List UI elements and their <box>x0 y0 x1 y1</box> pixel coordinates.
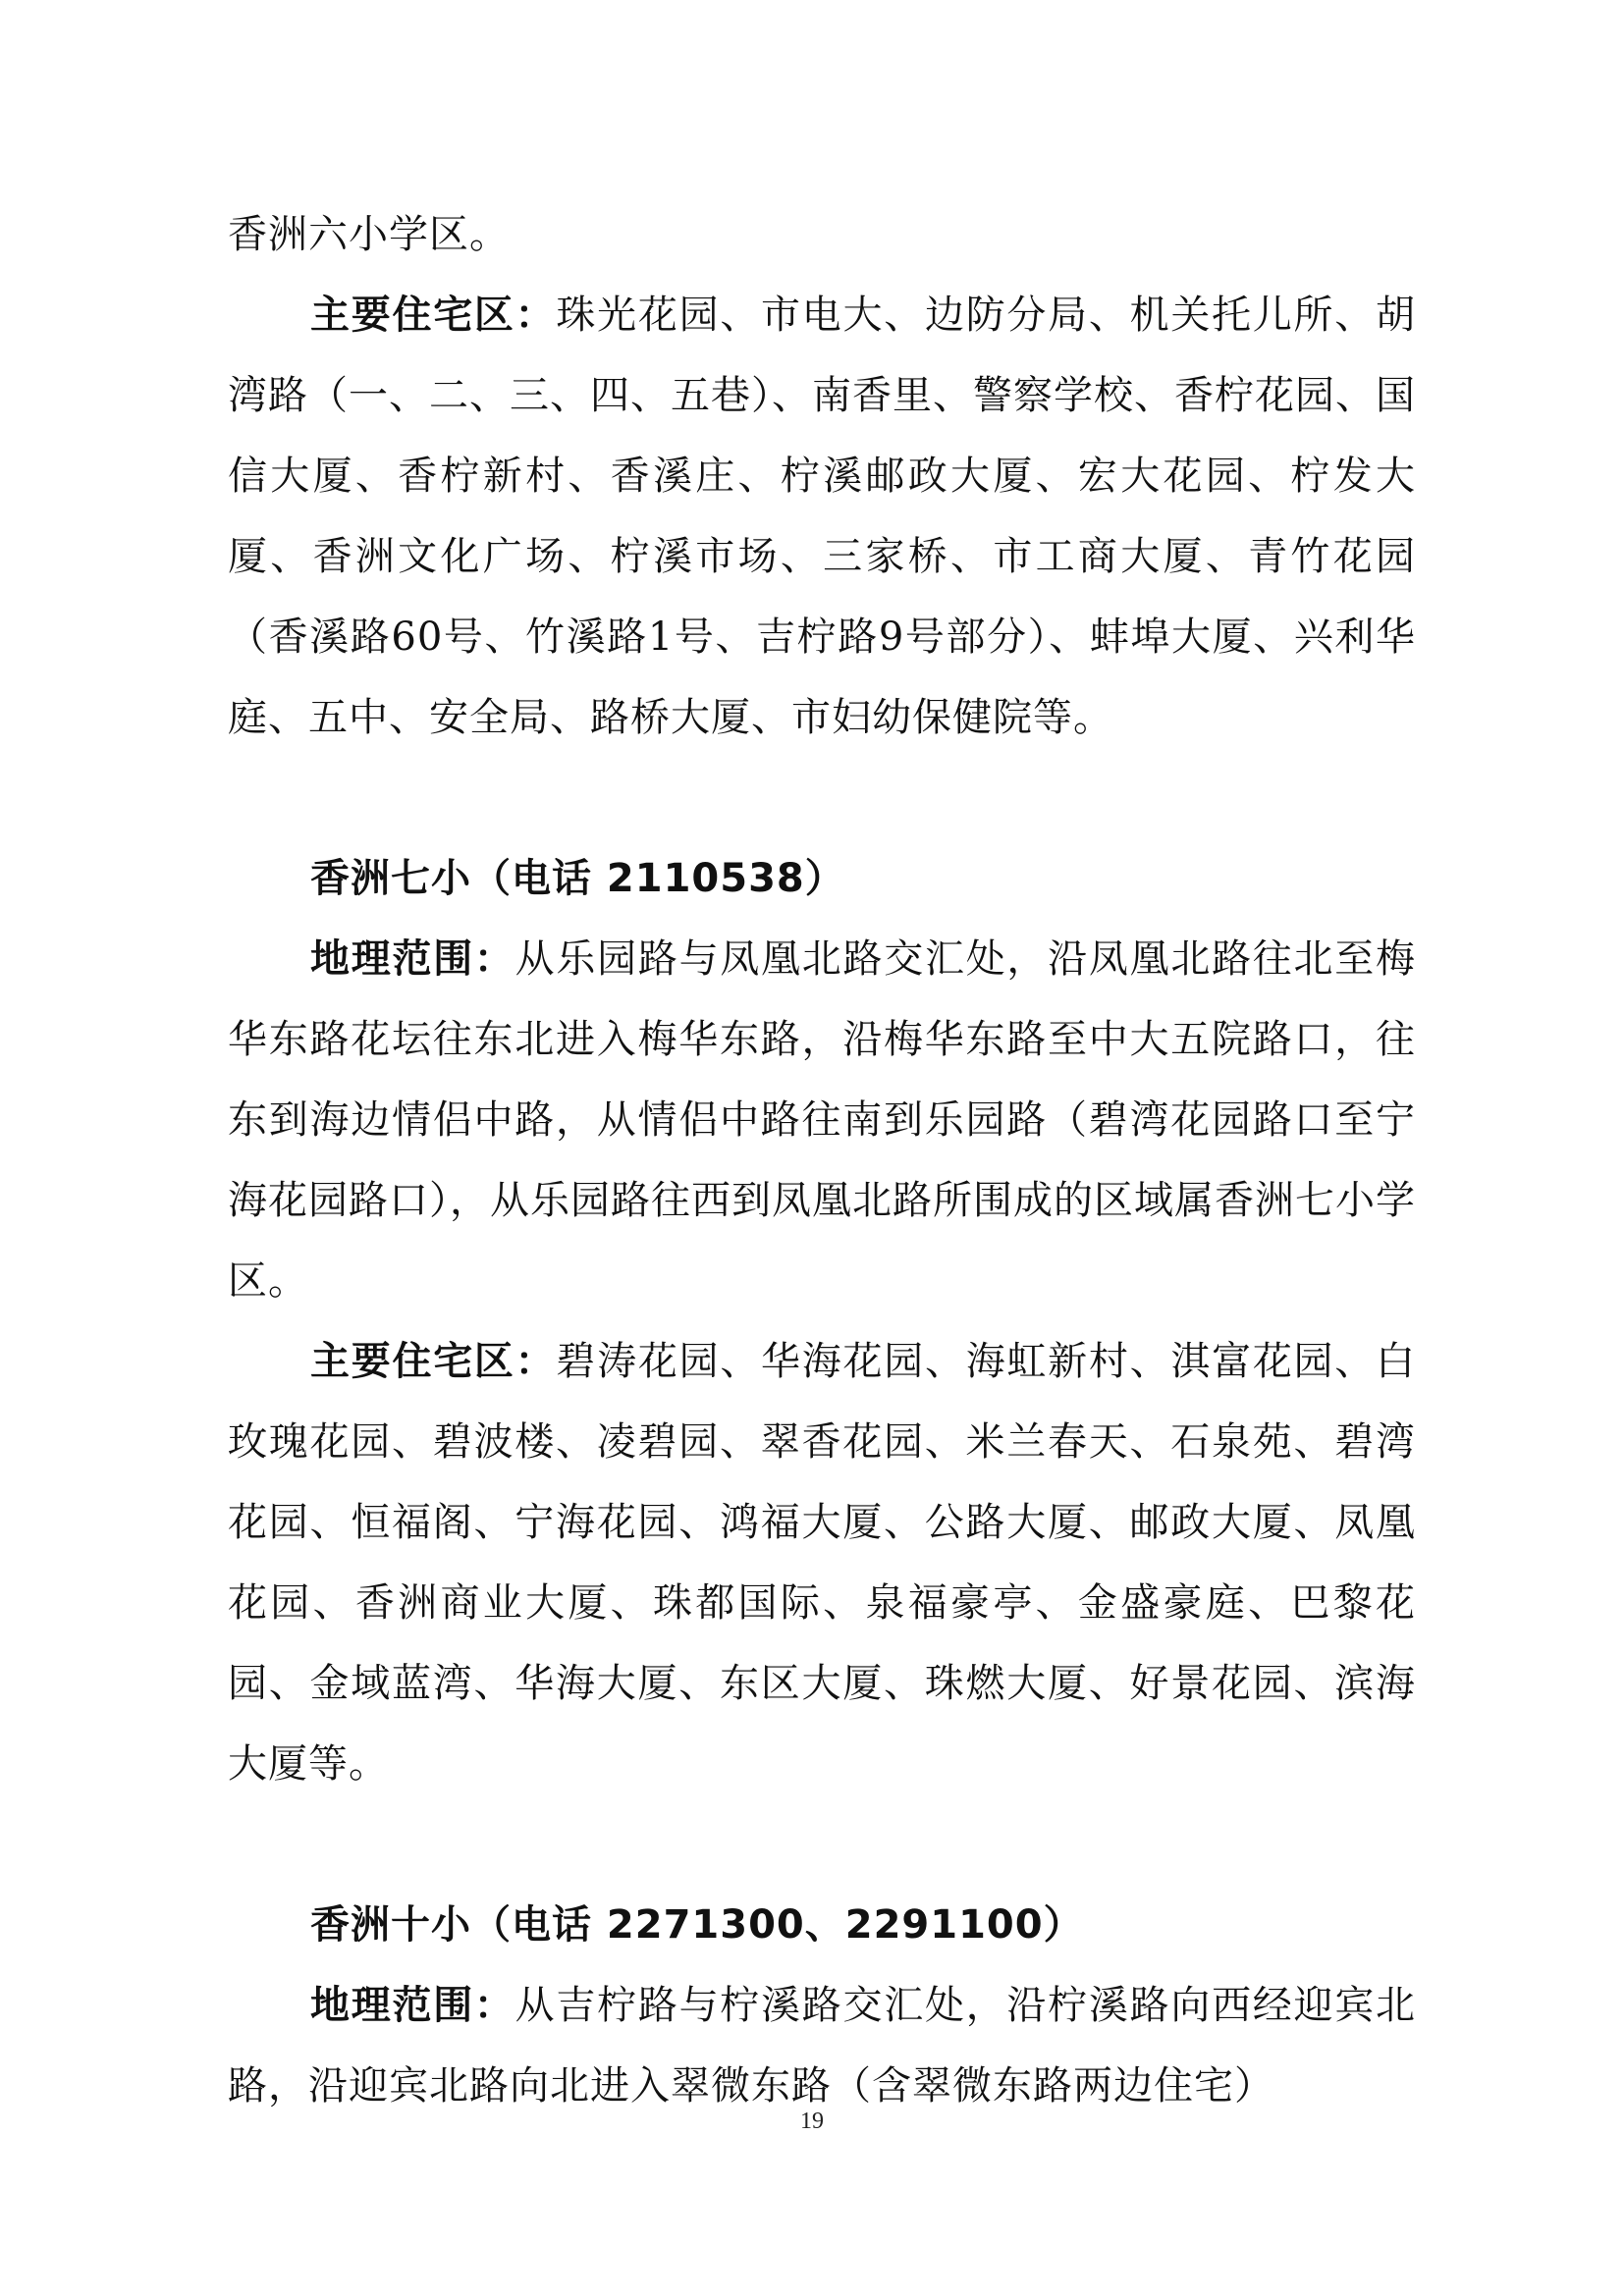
scope-text: 从乐园路与凤凰北路交汇处，沿凤凰北路往北至梅华东路花坛往东北进入梅华东路，沿梅华东路至中大五院路口，往东到海边情侣中路，从情侣中路往南到乐园路（碧湾花园路口至宁海花园路口），从乐园路往西到凤凰北路所围成的区域属香洲七小学区。 <box>228 936 1417 1304</box>
paragraph-continued <box>228 194 1416 275</box>
scope-label: 地理范围： <box>310 1983 515 2028</box>
document-body <box>228 194 1416 2126</box>
residential-label: 主要住宅区： <box>310 293 557 338</box>
residential-text: 碧涛花园、华海花园、海虹新村、淇富花园、白玫瑰花园、碧波楼、凌碧园、翠香花园、米兰春天、石泉苑、碧湾花园、恒福阁、宁海花园、鸿福大厦、公路大厦、邮政大厦、凤凰花园、香洲商业大厦、珠都国际、泉福豪亭、金盛豪庭、巴黎花园、金域蓝湾、华海大厦、东区大厦、珠燃大厦、好景花园、滨海大厦等。 <box>228 1339 1417 1787</box>
paragraph-residential-xiangzhou7 <box>228 1321 1416 1804</box>
residential-text: 珠光花园、市电大、边防分局、机关托儿所、胡湾路（一、二、三、四、五巷）、南香里、警察学校、香柠花园、国信大厦、香柠新村、香溪庄、柠溪邮政大厦、宏大花园、柠发大厦、香洲文化广场、柠溪市场、三家桥、市工商大厦、青竹花园（香溪路60号、竹溪路1号、吉柠路9号部分）、蚌埠大厦、兴利华庭、五中、安全局、路桥大厦、市妇幼保健院等。 <box>228 293 1417 740</box>
paragraph-scope-xiangzhou10 <box>228 1965 1416 2126</box>
paragraph-residential-xiangzhou6 <box>228 275 1416 758</box>
page-number: 19 <box>800 2109 824 2134</box>
section-gap <box>228 758 1416 838</box>
scope-text: 从吉柠路与柠溪路交汇处，沿柠溪路向西经迎宾北路，沿迎宾北路向北进入翠微东路（含翠微东路两边住宅） <box>228 1983 1417 2109</box>
residential-label: 主要住宅区： <box>310 1339 557 1384</box>
paragraph-scope-xiangzhou7 <box>228 919 1416 1321</box>
section-heading-xiangzhou7: 香洲七小（电话 2110538） <box>310 856 845 901</box>
section-gap <box>228 1804 1416 1885</box>
section-heading-xiangzhou10: 香洲十小（电话 2271300、2291100） <box>310 1902 1084 1948</box>
scope-label: 地理范围： <box>310 936 515 982</box>
paragraph-text: 香洲六小学区。 <box>228 212 510 257</box>
